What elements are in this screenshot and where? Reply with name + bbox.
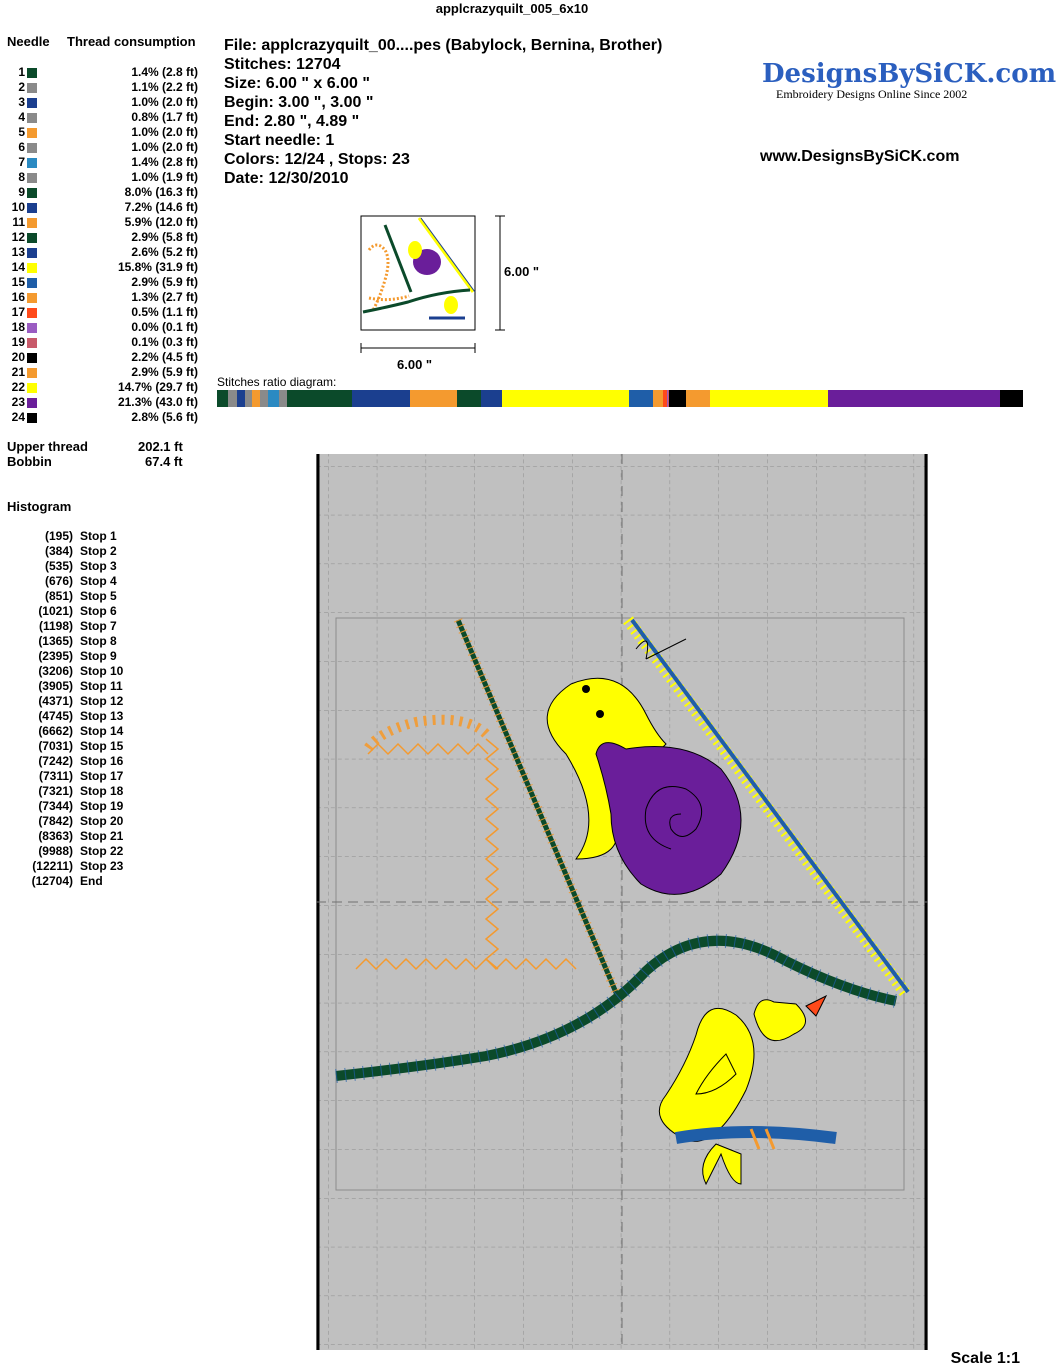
bobbin-label: Bobbin: [7, 454, 52, 469]
needle-color-swatch: [27, 323, 37, 333]
ratio-segment: [228, 390, 237, 407]
needle-row: [0, 125, 215, 140]
needle-color-swatch: [27, 83, 37, 93]
ratio-segment: [686, 390, 709, 407]
needle-number: 14: [11, 260, 25, 274]
needle-number: 3: [18, 95, 25, 109]
histogram-stop: Stop 2: [80, 544, 117, 558]
histogram-count: (3206): [38, 664, 73, 678]
histogram-count: (8363): [38, 829, 73, 843]
histogram-stop: Stop 7: [80, 619, 117, 633]
histogram-count: (851): [44, 589, 73, 603]
histogram-stop: Stop 9: [80, 649, 117, 663]
needle-list: [0, 65, 215, 425]
needle-consumption: 2.9% (5.8 ft): [131, 230, 198, 244]
needle-consumption: 21.3% (43.0 ft): [117, 395, 198, 409]
needle-number: 24: [11, 410, 25, 424]
needle-number: 1: [18, 65, 25, 79]
needle-number: 20: [11, 350, 25, 364]
histogram-count: (4371): [38, 694, 73, 708]
histogram-count: (12704): [31, 874, 73, 888]
needle-row: [0, 110, 215, 125]
needle-row: [0, 200, 215, 215]
ratio-diagram-label: Stitches ratio diagram:: [217, 375, 337, 389]
histogram-count: (7344): [38, 799, 73, 813]
needle-number: 22: [11, 380, 25, 394]
needle-consumption: 2.6% (5.2 ft): [131, 245, 198, 259]
needle-consumption: 5.9% (12.0 ft): [124, 215, 198, 229]
histogram-count: (1021): [38, 604, 73, 618]
needle-consumption: 2.2% (4.5 ft): [131, 350, 198, 364]
histogram-count: (535): [44, 559, 73, 573]
needle-color-swatch: [27, 188, 37, 198]
needle-consumption: 1.0% (2.0 ft): [131, 140, 198, 154]
ratio-segment: [268, 390, 279, 407]
ratio-segment: [260, 390, 268, 407]
needle-color-swatch: [27, 353, 37, 363]
ratio-segment: [629, 390, 652, 407]
histogram-stop: Stop 17: [80, 769, 124, 783]
histogram-stop: Stop 23: [80, 859, 124, 873]
needle-number: 21: [11, 365, 25, 379]
needle-number: 4: [18, 110, 25, 124]
needle-consumption: 8.0% (16.3 ft): [124, 185, 198, 199]
needle-color-swatch: [27, 263, 37, 273]
histogram-stop: Stop 11: [80, 679, 123, 693]
needle-consumption: 15.8% (31.9 ft): [117, 260, 198, 274]
histogram-stop: End: [80, 874, 103, 888]
histogram-count: (6662): [38, 724, 73, 738]
info-file: File: applcrazyquilt_00....pes (Babylock, Bernina, Brother): [224, 37, 663, 54]
needle-number: 15: [11, 275, 25, 289]
info-begin: Begin: 3.00 ", 3.00 ": [224, 94, 374, 111]
thumbnail-width-label: 6.00 ": [397, 357, 433, 372]
needle-consumption: 2.8% (5.6 ft): [131, 410, 198, 424]
info-stitches: Stitches: 12704: [224, 56, 341, 73]
needle-row: [0, 230, 215, 245]
histogram-stop: Stop 12: [80, 694, 124, 708]
needle-consumption: 1.0% (2.0 ft): [131, 95, 198, 109]
needle-row: [0, 65, 215, 80]
needle-color-swatch: [27, 398, 37, 408]
needle-consumption: 14.7% (29.7 ft): [117, 380, 198, 394]
ratio-segment: [481, 390, 502, 407]
needle-row: [0, 290, 215, 305]
needle-number: 13: [11, 245, 25, 259]
needle-row: [0, 365, 215, 380]
thread-consumption-header: Thread consumption: [67, 34, 196, 49]
histogram-count: (1365): [38, 634, 73, 648]
info-size: Size: 6.00 " x 6.00 ": [224, 75, 370, 92]
info-start-needle: Start needle: 1: [224, 132, 335, 149]
needle-row: [0, 395, 215, 410]
needle-color-swatch: [27, 293, 37, 303]
ratio-segment: [217, 390, 228, 407]
histogram-count: (4745): [38, 709, 73, 723]
needle-consumption: 1.1% (2.2 ft): [131, 80, 198, 94]
needle-consumption: 2.9% (5.9 ft): [131, 365, 198, 379]
needle-row: [0, 320, 215, 335]
website-link[interactable]: www.DesignsBySiCK.com: [760, 148, 960, 165]
histogram-stop: Stop 1: [80, 529, 117, 543]
ratio-segment: [653, 390, 663, 407]
needle-color-swatch: [27, 173, 37, 183]
needle-color-swatch: [27, 218, 37, 228]
histogram-stop: Stop 13: [80, 709, 124, 723]
histogram-stop: Stop 5: [80, 589, 117, 603]
needle-consumption: 0.8% (1.7 ft): [131, 110, 198, 124]
needle-color-swatch: [27, 143, 37, 153]
thumbnail-height-label: 6.00 ": [504, 264, 540, 279]
needle-row: [0, 215, 215, 230]
histogram-count: (7321): [38, 784, 73, 798]
logo-tagline: Embroidery Designs Online Since 2002: [776, 87, 968, 101]
histogram-count: (3905): [38, 679, 73, 693]
needle-color-swatch: [27, 248, 37, 258]
histogram-stop: Stop 6: [80, 604, 117, 618]
histogram-count: (195): [44, 529, 73, 543]
needle-color-swatch: [27, 413, 37, 423]
needle-number: 8: [18, 170, 25, 184]
needle-row: [0, 350, 215, 365]
histogram-count: (9988): [38, 844, 73, 858]
needle-color-swatch: [27, 383, 37, 393]
design-thumbnail: [355, 210, 555, 375]
ratio-segment: [352, 390, 410, 407]
needle-number: 6: [18, 140, 25, 154]
histogram-count: (2395): [38, 649, 73, 663]
needle-column-header: Needle: [7, 34, 50, 49]
histogram-stop: Stop 19: [80, 799, 124, 813]
needle-number: 11: [12, 215, 25, 229]
needle-number: 2: [18, 80, 25, 94]
needle-number: 5: [18, 125, 25, 139]
ratio-segment: [287, 390, 352, 407]
histogram-count: (7842): [38, 814, 73, 828]
needle-row: [0, 140, 215, 155]
needle-consumption: 1.4% (2.8 ft): [131, 65, 198, 79]
histogram-count: (12211): [32, 859, 73, 873]
ratio-segment: [669, 390, 687, 407]
ratio-segment: [410, 390, 458, 407]
ratio-segment: [237, 390, 245, 407]
bobbin-value: 67.4 ft: [145, 454, 183, 469]
needle-color-swatch: [27, 68, 37, 78]
needle-color-swatch: [27, 233, 37, 243]
histogram-stop: Stop 3: [80, 559, 117, 573]
needle-color-swatch: [27, 158, 37, 168]
needle-consumption: 0.1% (0.3 ft): [131, 335, 198, 349]
needle-consumption: 1.3% (2.7 ft): [131, 290, 198, 304]
needle-row: [0, 380, 215, 395]
needle-consumption: 2.9% (5.9 ft): [131, 275, 198, 289]
needle-number: 18: [11, 320, 25, 334]
histogram-stop: Stop 4: [80, 574, 117, 588]
ratio-segment: [502, 390, 629, 407]
needle-row: [0, 95, 215, 110]
histogram-list: [0, 529, 215, 894]
histogram-stop: Stop 16: [80, 754, 124, 768]
needle-row: [0, 245, 215, 260]
needle-number: 10: [11, 200, 25, 214]
histogram-stop: Stop 8: [80, 634, 117, 648]
needle-consumption: 1.0% (2.0 ft): [131, 125, 198, 139]
ratio-segment: [457, 390, 480, 407]
needle-row: [0, 335, 215, 350]
needle-row: [0, 170, 215, 185]
histogram-count: (7311): [38, 769, 73, 783]
ratio-segment: [279, 390, 287, 407]
needle-number: 19: [11, 335, 25, 349]
needle-row: [0, 275, 215, 290]
designsbysick-logo: [762, 59, 1056, 104]
needle-row: [0, 305, 215, 320]
page-title: applcrazyquilt_005_6x10: [435, 1, 589, 16]
needle-row: [0, 155, 215, 170]
design-preview: [316, 454, 928, 1350]
needle-color-swatch: [27, 203, 37, 213]
needle-color-swatch: [27, 98, 37, 108]
upper-thread-value: 202.1 ft: [138, 439, 183, 454]
needle-number: 16: [11, 290, 25, 304]
needle-color-swatch: [27, 128, 37, 138]
scale-label: Scale 1:1: [950, 1350, 1020, 1367]
ratio-diagram-bar: [217, 390, 1023, 407]
histogram-count: (7242): [38, 754, 73, 768]
upper-thread-label: Upper thread: [7, 439, 88, 454]
info-end: End: 2.80 ", 4.89 ": [224, 113, 360, 130]
needle-consumption: 7.2% (14.6 ft): [124, 200, 198, 214]
histogram-stop: Stop 22: [80, 844, 124, 858]
histogram-stop: Stop 20: [80, 814, 124, 828]
histogram-stop: Stop 10: [80, 664, 124, 678]
histogram-stop: Stop 14: [80, 724, 124, 738]
needle-consumption: 1.0% (1.9 ft): [131, 170, 198, 184]
needle-color-swatch: [27, 338, 37, 348]
needle-color-swatch: [27, 278, 37, 288]
histogram-count: (7031): [38, 739, 73, 753]
info-colors: Colors: 12/24 , Stops: 23: [224, 151, 410, 168]
ratio-segment: [1000, 390, 1023, 407]
needle-color-swatch: [27, 368, 37, 378]
needle-number: 9: [18, 185, 25, 199]
needle-color-swatch: [27, 113, 37, 123]
needle-consumption: 0.0% (0.1 ft): [131, 320, 198, 334]
histogram-label: Histogram: [7, 499, 72, 514]
needle-row: [0, 260, 215, 275]
histogram-stop: Stop 21: [80, 829, 124, 843]
histogram-count: (384): [44, 544, 73, 558]
logo-text: DesignsBySiCK.com: [762, 59, 1056, 89]
needle-color-swatch: [27, 308, 37, 318]
histogram-stop: Stop 18: [80, 784, 124, 798]
ratio-segment: [252, 390, 260, 407]
needle-number: 23: [11, 395, 25, 409]
histogram-count: (676): [44, 574, 73, 588]
histogram-count: (1198): [38, 619, 73, 633]
needle-row: [0, 185, 215, 200]
needle-consumption: 1.4% (2.8 ft): [131, 155, 198, 169]
needle-number: 7: [18, 155, 25, 169]
needle-row: [0, 410, 215, 425]
ratio-segment: [828, 390, 1000, 407]
ratio-segment: [710, 390, 829, 407]
histogram-stop: Stop 15: [80, 739, 124, 753]
needle-consumption: 0.5% (1.1 ft): [131, 305, 198, 319]
needle-row: [0, 80, 215, 95]
info-date: Date: 12/30/2010: [224, 170, 349, 187]
needle-number: 17: [11, 305, 25, 319]
needle-number: 12: [11, 230, 25, 244]
